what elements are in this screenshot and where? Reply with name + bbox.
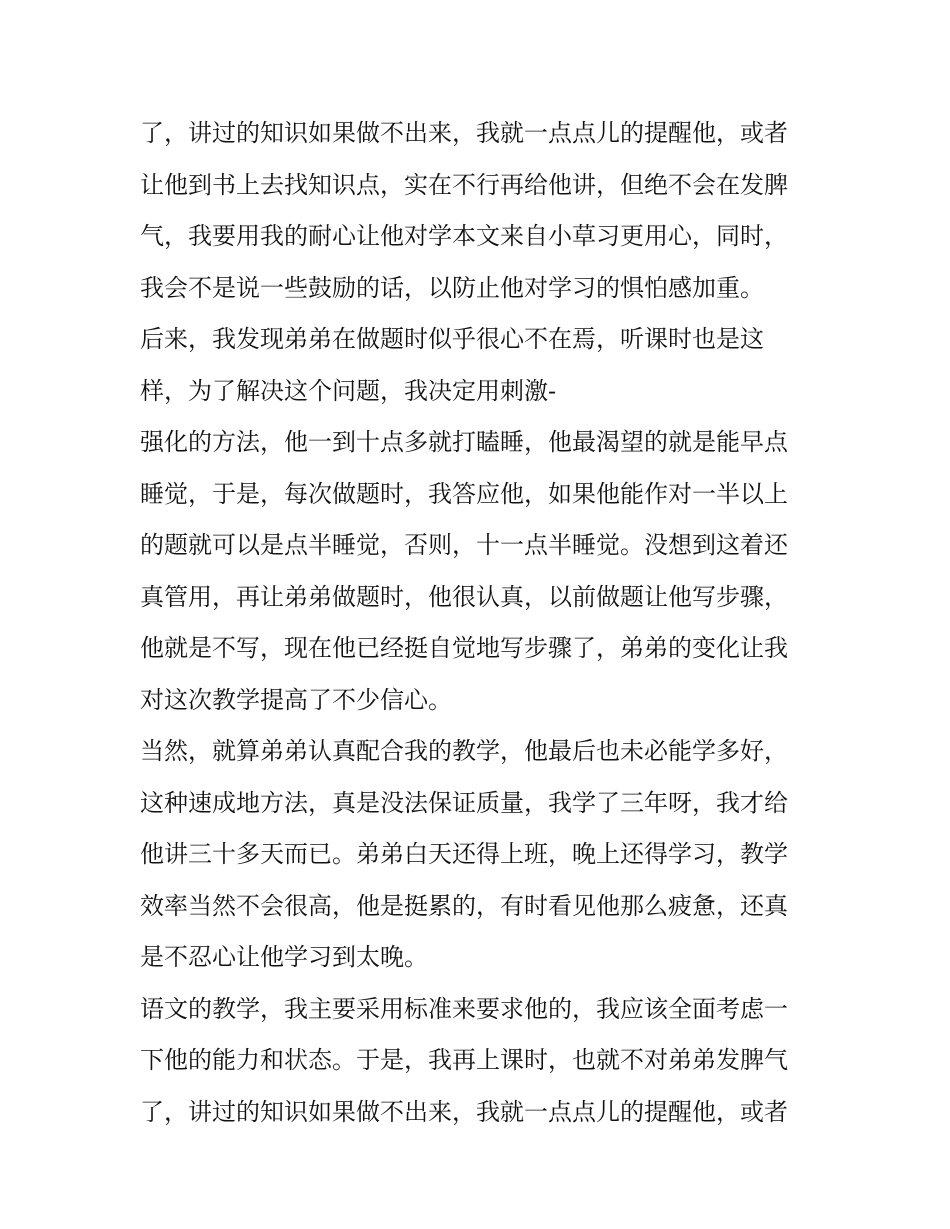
text-line-11: 他就是不写，现在他已经挺自觉地写步骤了，弟弟的变化让我 [140,634,788,662]
body-text [140,108,820,1138]
text-line-14: 这种速成地方法，真是没法保证质量，我学了三年呀，我才给 [140,788,788,817]
text-line-4: 我会不是说一些鼓励的话，以防止他对学习的惧怕感加重。 [140,273,764,302]
text-line-15: 他讲三十多天而已。弟弟白天还得上班，晚上还得学习，教学 [140,840,788,868]
text-line-20: 了，讲过的知识如果做不出来，我就一点点儿的提醒他，或者 [140,1097,788,1126]
text-line-9: 的题就可以是点半睡觉，否则，十一点半睡觉。没想到这着还 [140,531,788,559]
text-line-13: 当然，就算弟弟认真配合我的教学，他最后也未必能学多好， [140,737,788,765]
text-line-8: 睡觉，于是，每次做题时，我答应他，如果他能作对一半以上 [140,479,788,508]
text-line-3: 气，我要用我的耐心让他对学本文来自小草习更用心，同时， [140,222,788,250]
text-line-2: 让他到书上去找知识点，实在不行再给他讲，但绝不会在发脾 [140,170,788,199]
text-line-19: 下他的能力和状态。于是，我再上课时，也就不对弟弟发脾气 [140,1046,788,1074]
text-line-12: 对这次教学提高了不少信心。 [140,685,452,714]
text-line-16: 效率当然不会很高，他是挺累的，有时看见他那么疲惫，还真 [140,891,788,920]
text-line-5: 后来，我发现弟弟在做题时似乎很心不在焉，听课时也是这 [140,325,764,353]
text-line-17: 是不忍心让他学习到太晚。 [140,943,428,971]
text-line-1: 了，讲过的知识如果做不出来，我就一点点儿的提醒他，或者 [140,119,788,147]
text-line-7: 强化的方法，他一到十点多就打瞌睡，他最渴望的就是能早点 [140,428,788,456]
text-line-18: 语文的教学，我主要采用标准来要求他的，我应该全面考虑一 [140,994,788,1023]
text-line-6: 样，为了解决这个问题，我决定用刺激- [140,376,557,405]
text-line-10: 真管用，再让弟弟做题时，他很认真，以前做题让他写步骤， [140,582,788,611]
